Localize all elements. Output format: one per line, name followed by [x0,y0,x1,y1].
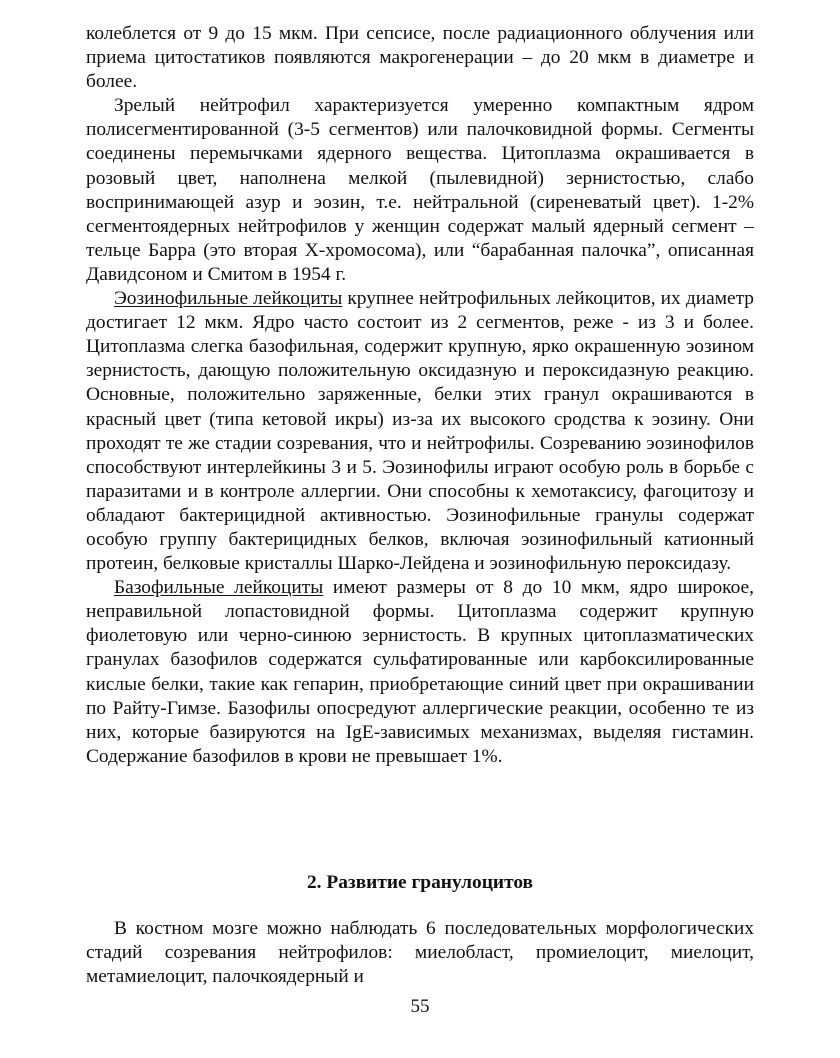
term-eosinophils: Эозинофильные лейкоциты [114,288,343,310]
page-number: 55 [410,996,430,1017]
paragraph-granulocyte-development: В костном мозге можно наблюдать 6 последовательных морфологических стадий созревания нейтрофилов: миелобласт, промиелоцит, миелоцит, метамиелоцит, палочкоядерный и [86,918,754,988]
paragraph-basophils [86,576,754,769]
paragraph-continuation: колеблется от 9 до 15 мкм. При сепсисе, после радиационного облучения или приема цитостатиков появляются макрогенерации – до 20 мкм в диаметре и более. [86,23,754,93]
body-text [86,22,754,769]
basophils-text: имеют размеры от 8 до 10 мкм, ядро широкое, неправильной лопастовидной формы. Цитоплазма содержит крупную фиолетовую или черно-синюю зернистость. В крупных цитоплазматических гранулах базофилов содержатся сульфатированные или карбоксилированные кислые белки, такие как гепарин, приобретающие синий цвет при окрашивании по Райту-Гимзе. Базофилы опосредуют аллергические реакции, особенно те из них, которые базируются на IgE-зависимых механизмах, выделяя гистамин. Содержание базофилов в крови не превышает 1%. [86,577,754,767]
eosinophils-text: крупнее нейтрофильных лейкоцитов, их диаметр достигает 12 мкм. Ядро часто состоит из 2 сегментов, реже - из 3 и более. Цитоплазма слегка базофильная, содержит крупную, ярко окрашенную эозином зернистость, дающую положительную оксидазную и пероксидазную реакцию. Основные, положительно заряженные, белки этих гранул окрашиваются в красный цвет (типа кетовой икры) из-за их высокого сродства к эозину. Они проходят те же стадии созревания, что и нейтрофилы. Созреванию эозинофилов способствуют интерлейкины 3 и 5. Эозинофилы играют особую роль в борьбе с паразитами и в контроле аллергии. Они способны к хемотаксису, фагоцитозу и обладают бактерицидной активностью. Эозинофильные гранулы содержат особую группу бактерицидных белков, включая эозинофильный катионный протеин, белковые кристаллы Шарко-Лейдена и эозинофильную пероксидазу. [86,288,754,575]
paragraph-eosinophils [86,287,754,576]
term-basophils: Базофильные лейкоциты [114,577,324,599]
section-heading: 2. Развитие гранулоцитов [306,872,534,893]
paragraph-mature-neutrophil: Зрелый нейтрофил характеризуется умеренно компактным ядром полисегментированной (3-5 сегментов) или палочковидной формы. Сегменты соединены перемычками ядерного вещества. Цитоплазма окрашивается в розовый цвет, наполнена мелкой (пылевидной) зернистостью, слабо воспринимающей азур и эозин, т.е. нейтральной (сиреневатый цвет). 1-2% сегментоядерных нейтрофилов у женщин содержат малый ядерный сегмент – тельце Барра (это вторая Х-хромосома), или “барабанная палочка”, описанная Давидсоном и Смитом в 1954 г. [86,95,754,285]
